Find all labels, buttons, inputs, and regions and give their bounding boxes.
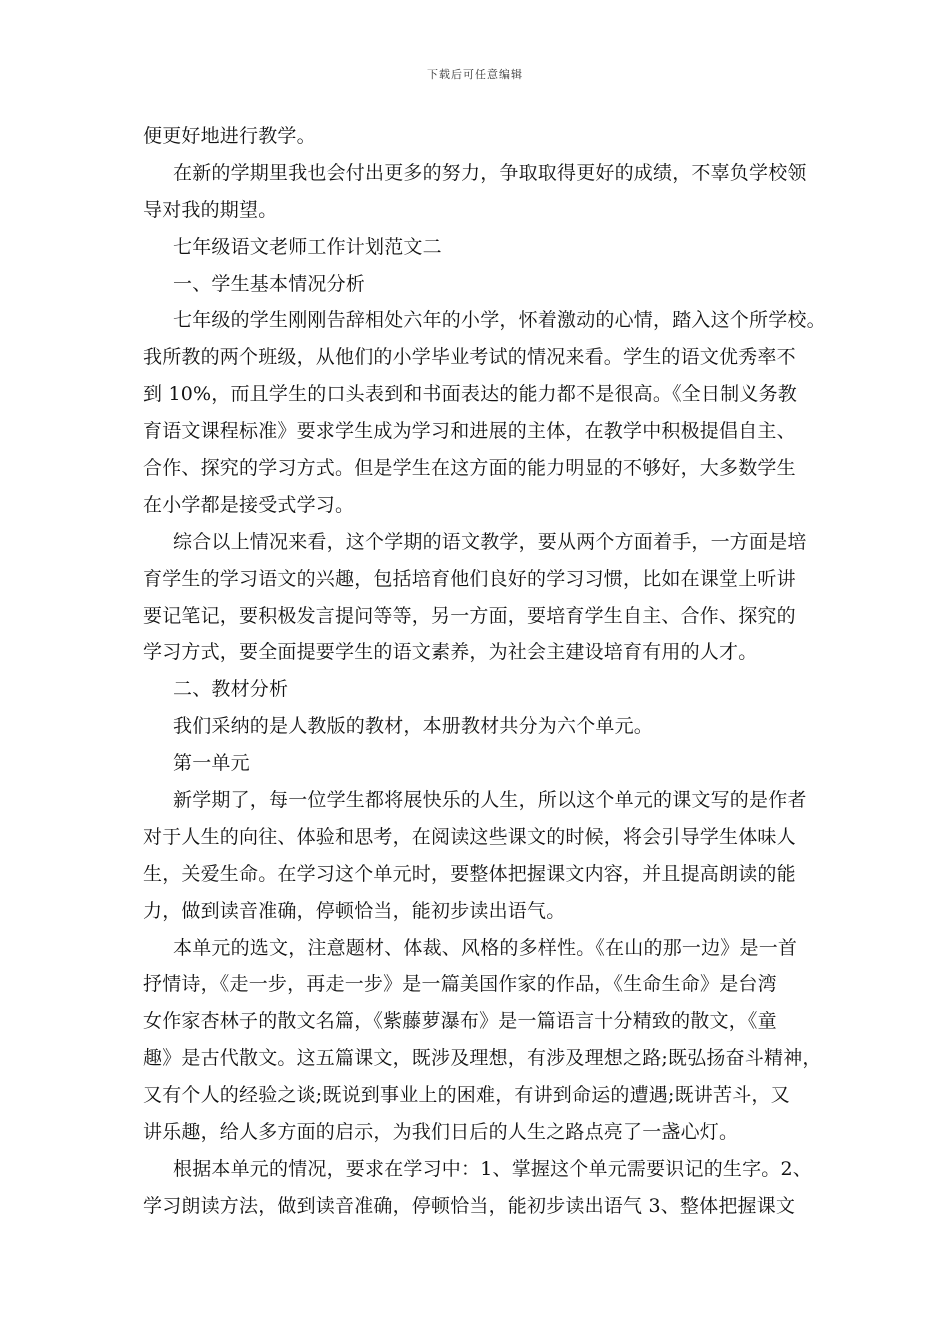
- text-line: 七年级的学生刚刚告辞相处六年的小学，怀着激动的心情，踏入这个所学校。: [173, 309, 826, 332]
- text-line: 生，关爱生命。在学习这个单元时，要整体把握课文内容，并且提高朗读的能: [143, 862, 796, 885]
- text-line: 导对我的期望。: [143, 198, 278, 221]
- text-line: 我们采纳的是人教版的教材，本册教材共分为六个单元。: [173, 715, 654, 738]
- text-line: 新学期了，每一位学生都将展快乐的人生，所以这个单元的课文写的是作者: [173, 789, 807, 812]
- document-body: [143, 118, 826, 1225]
- text-line: 本单元的选文，注意题材、体裁、风格的多样性。《在山的那一边》是一首: [173, 936, 798, 959]
- text-line: 一、学生基本情况分析: [173, 272, 366, 295]
- text-line: 学习方式，要全面提要学生的语文素养，为社会主建设培育有用的人才。: [143, 641, 758, 664]
- text-line: 综合以上情况来看，这个学期的语文教学，要从两个方面着手，一方面是培: [173, 530, 807, 553]
- text-line: 抒情诗，《走一步，再走一步》是一篇美国作家的作品，《生命生命》是台湾: [143, 973, 777, 996]
- text-line: 要记笔记，要积极发言提问等等，另一方面，要培育学生自主、合作、探究的: [143, 604, 796, 627]
- text-line: 第一单元: [173, 752, 250, 775]
- text-line: 学习朗读方法，做到读音准确，停顿恰当，能初步读出语气 3、整体把握课文: [143, 1194, 796, 1217]
- text-line: 便更好地进行教学。: [143, 125, 316, 147]
- text-line: 在新的学期里我也会付出更多的努力，争取取得更好的成绩，不辜负学校领: [173, 161, 807, 184]
- text-line: 根据本单元的情况，要求在学习中：1、掌握这个单元需要识记的生字。2、: [173, 1157, 812, 1180]
- text-line: 对于人生的向往、体验和思考，在阅读这些课文的时候，将会引导学生体味人: [143, 825, 796, 848]
- text-line: 讲乐趣，给人多方面的启示，为我们日后的人生之路点亮了一盏心灯。: [143, 1121, 739, 1144]
- text-line: 在小学都是接受式学习。: [143, 493, 355, 516]
- text-line: 七年级语文老师工作计划范文二: [173, 235, 442, 258]
- text-line: 到 10%，而且学生的口头表到和书面表达的能力都不是很高。《全日制义务教: [143, 383, 797, 406]
- text-line: 又有个人的经验之谈;既说到事业上的困难，有讲到命运的遭遇;既讲苦斗，又: [143, 1084, 790, 1107]
- text-line: 合作、探究的学习方式。但是学生在这方面的能力明显的不够好，大多数学生: [143, 457, 796, 480]
- text-line: 力，做到读音准确，停顿恰当，能初步读出语气。: [143, 899, 566, 922]
- text-line: 育学生的学习语文的兴趣，包括培育他们良好的学习习惯，比如在课堂上听讲: [143, 567, 796, 590]
- text-line: 趣》是古代散文。这五篇课文，既涉及理想，有涉及理想之路;既弘扬奋斗精神，: [143, 1047, 822, 1070]
- text-line: 育语文课程标准》要求学生成为学习和进展的主体，在教学中积极提倡自主、: [143, 420, 796, 443]
- text-line: 我所教的两个班级，从他们的小学毕业考试的情况来看。学生的语文优秀率不: [143, 346, 796, 369]
- text-line: 女作家杏林子的散文名篇，《紫藤萝瀑布》是一篇语言十分精致的散文，《童: [143, 1010, 777, 1033]
- text-line: 二、教材分析: [173, 678, 289, 701]
- page-header-note: 下载后可任意编辑: [427, 68, 523, 81]
